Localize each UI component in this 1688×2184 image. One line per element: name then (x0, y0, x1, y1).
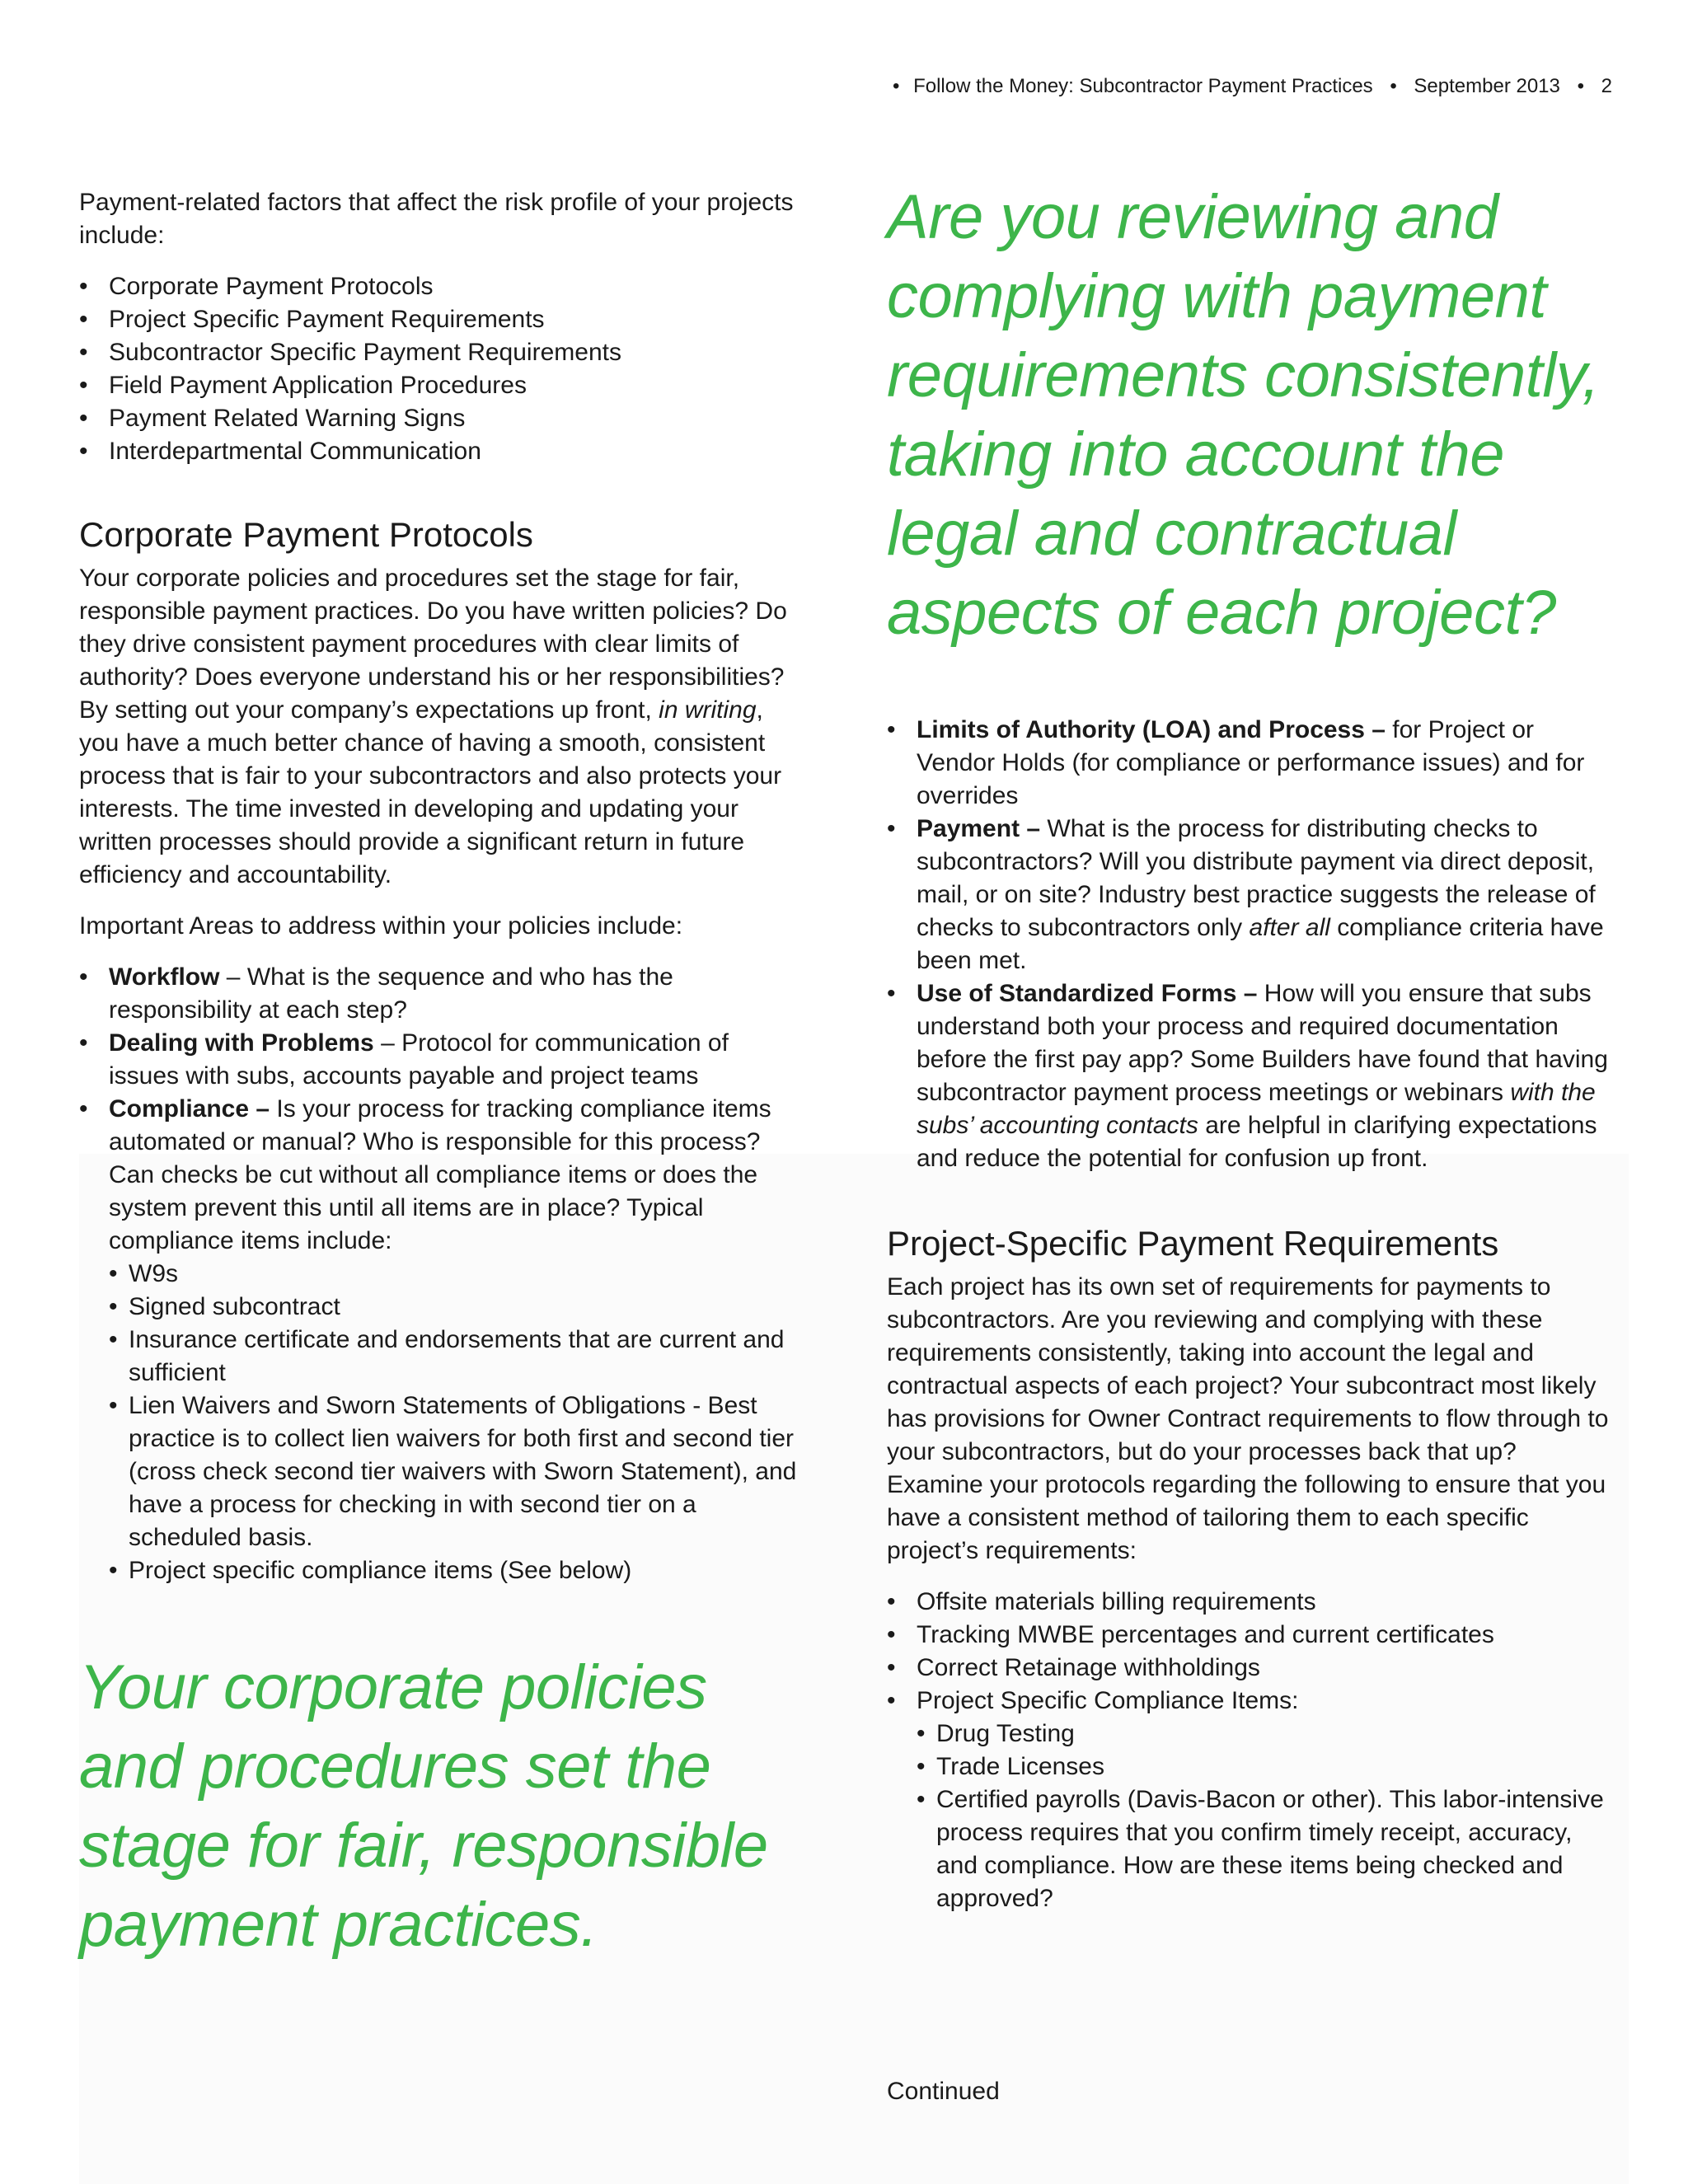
separator: – (373, 1029, 402, 1057)
description: Protocol for communication of issues with subs, accounts payable and project teams (109, 1029, 729, 1090)
list-item: • Interdepartmental Communication (79, 435, 804, 468)
body-italic: in writing (659, 696, 757, 724)
compliance-items-list (109, 1258, 804, 1587)
list-item: • Corporate Payment Protocols (79, 270, 804, 303)
body-text: , you have a much better chance of having a smooth, consistent process that is fair to your subcontractors and also protects your interests. The time invested in developing and updating your written processes should provide a significant return in future efficiency and accountability. (79, 696, 782, 888)
section-heading: Project-Specific Payment Requirements (887, 1224, 1499, 1263)
term: Use of Standardized Forms – (917, 980, 1258, 1007)
list-item (887, 1685, 1612, 1915)
list-item (79, 1027, 804, 1093)
body-paragraph (79, 562, 804, 892)
header-bullet: • (1390, 75, 1397, 97)
body-text: Your corporate policies and procedures set the stage for fair, responsible payment practices. Do you have written policies? Do they drive consistent payment procedures with clear limits of authority? Does everyone understand his or her responsibilities? By setting out your company’s expectations up front, (79, 565, 787, 724)
list-item: • Offsite materials billing requirements (887, 1586, 1612, 1619)
list-item: • Certified payrolls (Davis-Bacon or other). This labor-intensive process requires that you confirm timely receipt, accuracy, and compliance. How are these items being checked and approved? (917, 1783, 1612, 1915)
description-italic: after all (1249, 914, 1330, 941)
pull-quote: Are you reviewing and complying with payment requirements consistently, taking into account the legal and contractual aspects of each project? (887, 182, 1600, 648)
page-number: 2 (1601, 75, 1612, 97)
list-item: • Tracking MWBE percentages and current certificates (887, 1619, 1612, 1652)
protocol-list (887, 714, 1612, 1175)
requirements-list (887, 1586, 1612, 1915)
areas-intro: Important Areas to address within your policies include: (79, 912, 683, 940)
list-item: • Signed subcontract (109, 1291, 804, 1324)
description: for Project or Vendor Holds (for compliance or performance issues) and for overrides (917, 716, 1585, 809)
pull-quote: Your corporate policies and procedures set the stage for fair, responsible payment practices. (79, 1652, 768, 1960)
right-column (887, 178, 1612, 1915)
description: How will you ensure that subs understand both your process and required documentation before the first pay app? Some Builders have found that having subcontractor payment process meetings or webinars (917, 980, 1608, 1106)
body-paragraph: Each project has its own set of requirements for payments to subcontractors. Are you reviewing and complying with these requirements consistently, taking into account the legal and contractual aspects of each project? Your subcontract most likely has provisions for Owner Contract requirements to flow through to your subcontractors, but do your processes back that up? Examine your protocols regarding the following to ensure that you have a consistent method of tailoring them to each specific project’s requirements: (887, 1273, 1609, 1564)
separator: – (219, 963, 247, 991)
list-item (887, 813, 1612, 977)
description-italic: with the subs’ accounting contacts (917, 1079, 1596, 1139)
term: Dealing with Problems (109, 1029, 374, 1057)
left-column (79, 186, 804, 1965)
term: Workflow (109, 963, 220, 991)
continued-label: Continued (887, 2078, 1000, 2105)
intro-paragraph: Payment-related factors that affect the risk profile of your projects include: (79, 189, 794, 249)
list-item: • Drug Testing (917, 1718, 1612, 1750)
list-item (887, 977, 1612, 1175)
list-item-label: Project Specific Compliance Items: (917, 1687, 1299, 1714)
list-item: • Trade Licenses (917, 1750, 1612, 1783)
list-item: • Subcontractor Specific Payment Requirements (79, 336, 804, 369)
list-item: • W9s (109, 1258, 804, 1291)
list-item: • Correct Retainage withholdings (887, 1652, 1612, 1685)
risk-factor-list (79, 270, 804, 468)
description: are helpful in clarifying expectations and reduce the potential for confusion up front. (917, 1112, 1597, 1172)
term: Payment – (917, 815, 1041, 842)
list-item: • Field Payment Application Procedures (79, 369, 804, 402)
list-item: • Insurance certificate and endorsements that are current and sufficient (109, 1324, 804, 1390)
list-item: • Lien Waivers and Sworn Statements of Obligations - Best practice is to collect lien waivers for both first and second tier (cross check second tier waivers with Sworn Statement), and have a process for checking in with second tier on a scheduled basis. (109, 1390, 804, 1554)
description: Is your process for tracking compliance items automated or manual? Who is responsible for this process? Can checks be cut without all compliance items or does the system prevent this until all items are in place? Typical compliance items include: (109, 1095, 771, 1254)
description: compliance criteria have been met. (917, 914, 1604, 974)
list-item (79, 1093, 804, 1587)
running-header (893, 73, 1612, 101)
description: What is the process for distributing checks to subcontractors? Will you distribute payment via direct deposit, mail, or on site? Industry best practice suggests the release of checks to subcontractors only (917, 815, 1596, 941)
description: What is the sequence and who has the responsibility at each step? (109, 963, 673, 1024)
term: Limits of Authority (LOA) and Process – (917, 716, 1386, 743)
section-heading: Corporate Payment Protocols (79, 515, 533, 554)
project-items-list (917, 1718, 1612, 1915)
list-item: • Project specific compliance items (See below) (109, 1554, 804, 1587)
list-item (887, 714, 1612, 813)
header-publication: Follow the Money: Subcontractor Payment Practices (913, 75, 1373, 97)
header-bullet: • (1577, 75, 1584, 97)
term: Compliance – (109, 1095, 270, 1122)
policy-areas-list (79, 961, 804, 1587)
list-item: • Payment Related Warning Signs (79, 402, 804, 435)
header-date: September 2013 (1414, 75, 1560, 97)
list-item (79, 961, 804, 1027)
header-bullet: • (893, 75, 900, 97)
list-item: • Project Specific Payment Requirements (79, 303, 804, 336)
